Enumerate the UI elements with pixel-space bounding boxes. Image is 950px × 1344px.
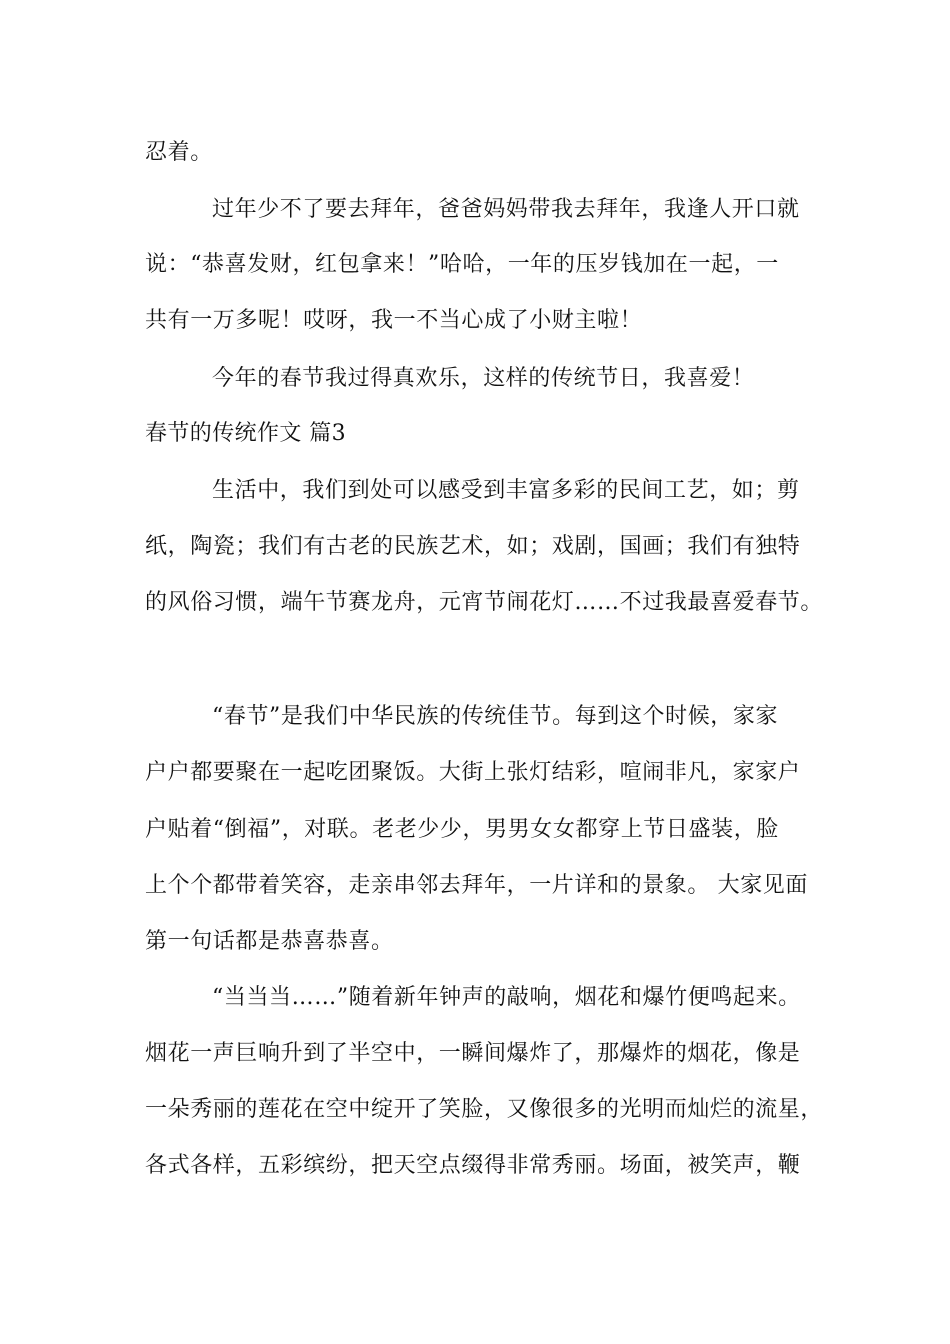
text-line: 忍着。 xyxy=(145,140,213,165)
text-line: 户贴着“倒福”，对联。老老少少，男男女女都穿上节日盛装，脸 xyxy=(145,817,779,842)
text-line: 共有一万多呢！哎呀，我一不当心成了小财主啦！ xyxy=(145,308,643,333)
text-line: 各式各样，五彩缤纷，把天空点缀得非常秀丽。场面，被笑声，鞭 xyxy=(145,1153,801,1178)
text-line: 说：“恭喜发财，红包拿来！”哈哈，一年的压岁钱加在一起，一 xyxy=(145,252,779,277)
paragraph-first-line: “当当当……”随着新年钟声的敲响，烟花和爆竹便鸣起来。 xyxy=(212,985,801,1010)
text-line: 纸，陶瓷；我们有古老的民族艺术，如；戏剧，国画；我们有独特 xyxy=(145,534,801,559)
text-line: 第一句话都是恭喜恭喜。 xyxy=(145,929,394,954)
paragraph-first-line: 生活中，我们到处可以感受到丰富多彩的民间工艺，如；剪 xyxy=(212,478,800,503)
text-line: 一朵秀丽的莲花在空中绽开了笑脸，又像很多的光明而灿烂的流星， xyxy=(145,1097,824,1122)
paragraph-first-line: 今年的春节我过得真欢乐，这样的传统节日，我喜爱！ xyxy=(212,366,755,391)
text-line: 上个个都带着笑容，走亲串邻去拜年，一片详和的景象。 大家见面 xyxy=(145,873,808,898)
paragraph-first-line: “春节”是我们中华民族的传统佳节。每到这个时候，家家 xyxy=(212,704,779,729)
section-heading: 春节的传统作文 篇3 xyxy=(145,421,346,446)
text-line: 的风俗习惯，端午节赛龙舟，元宵节闹花灯……不过我最喜爱春节。 xyxy=(145,590,824,615)
paragraph-first-line: 过年少不了要去拜年，爸爸妈妈带我去拜年，我逢人开口就 xyxy=(212,197,800,222)
text-line: 烟花一声巨响升到了半空中，一瞬间爆炸了，那爆炸的烟花，像是 xyxy=(145,1041,801,1066)
text-line: 户户都要聚在一起吃团聚饭。大街上张灯结彩，喧闹非凡，家家户 xyxy=(145,760,801,785)
